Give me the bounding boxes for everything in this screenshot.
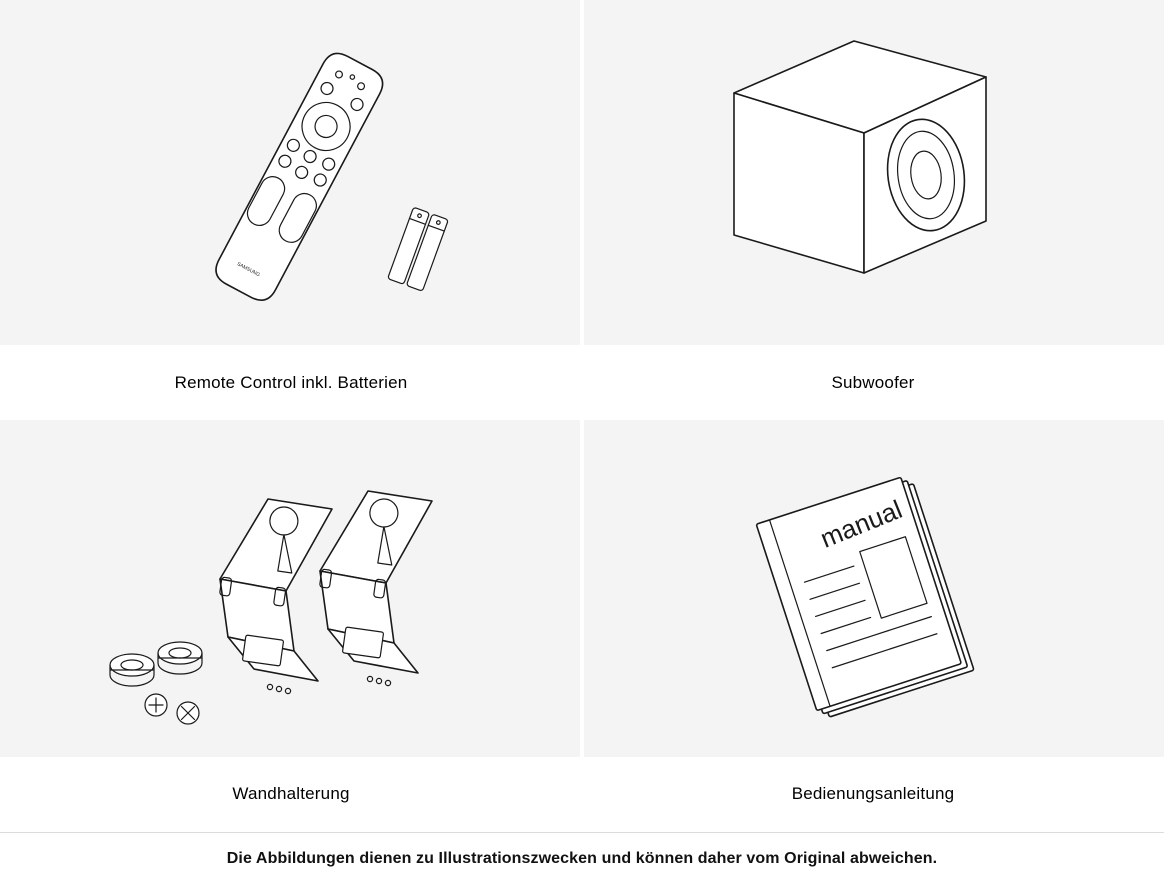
illustration-wall-mount: [0, 420, 580, 757]
grid-cell-manual: [582, 420, 1164, 831]
footer-disclaimer: [0, 832, 1164, 884]
grid-cell-subwoofer: [582, 0, 1164, 420]
illustration-subwoofer: [584, 0, 1164, 345]
remote-brand-label: SAMSUNG: [235, 260, 261, 278]
illustration-remote-control: [0, 0, 580, 345]
caption-remote-control: Remote Control inkl. Batterien: [0, 345, 582, 420]
grid-cell-wall-mount: [0, 420, 582, 831]
disclaimer-text: Die Abbildungen dienen zu Illustrationszwecken und können daher vom Original abweichen.: [226, 849, 938, 867]
remote-control-icon: [80, 23, 500, 323]
caption-subwoofer: Subwoofer: [582, 345, 1164, 420]
wall-mount-icon: [70, 439, 510, 739]
caption-wall-mount: Wandhalterung: [0, 757, 582, 831]
subwoofer-icon: [714, 33, 1034, 313]
illustration-manual: [584, 420, 1164, 757]
manual-icon: [724, 439, 1024, 739]
caption-manual: Bedienungsanleitung: [582, 757, 1164, 831]
manual-cover-word: manual: [815, 493, 907, 554]
grid-cell-remote-control: [0, 0, 582, 420]
